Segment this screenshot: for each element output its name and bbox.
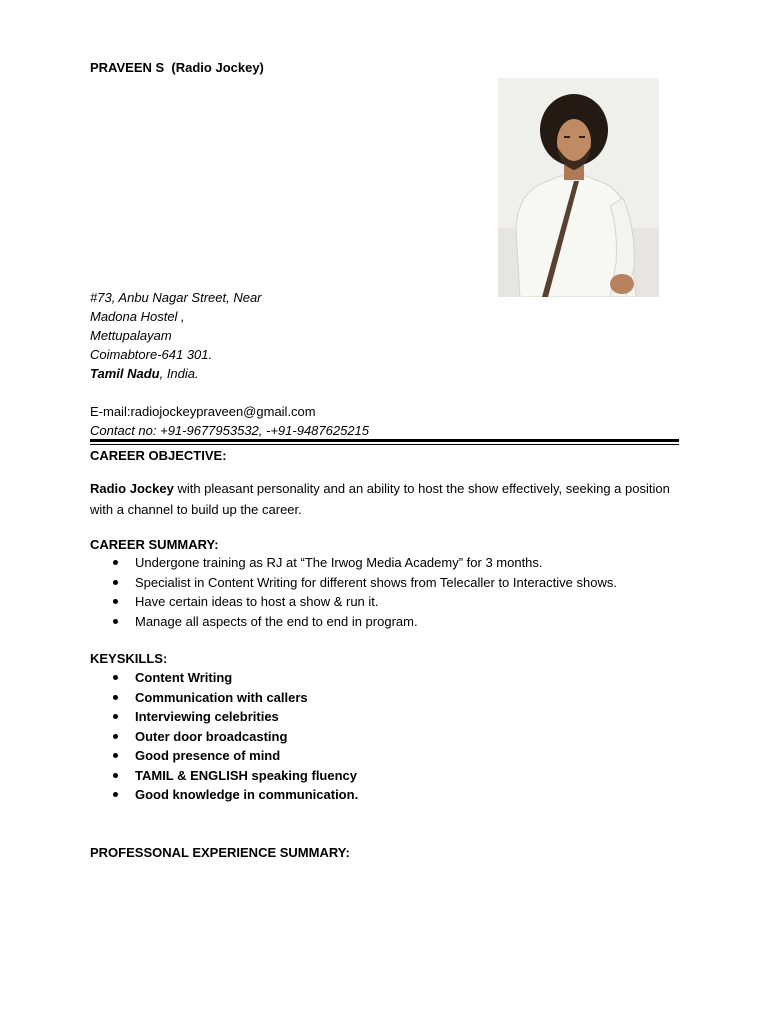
bullet-icon — [113, 619, 118, 624]
bullet-icon — [113, 675, 118, 680]
divider-thick — [90, 439, 679, 442]
address-line-1: #73, Anbu Nagar Street, Near — [90, 290, 262, 305]
resume-header — [90, 59, 264, 77]
address-line-2: Madona Hostel , — [90, 309, 185, 324]
objective-body: with pleasant personality and an ability to host the show effectively, seeking a position with a channel to build up the career. — [90, 481, 670, 517]
bullet-icon — [113, 792, 118, 797]
address-country: , India. — [159, 366, 199, 381]
bullet-icon — [113, 714, 118, 719]
career-objective-text — [90, 478, 680, 520]
address-line-5 — [90, 365, 199, 383]
bullet-icon — [113, 599, 118, 604]
list-item: TAMIL & ENGLISH speaking fluency — [90, 766, 358, 786]
list-item: Specialist in Content Writing for different shows from Telecaller to Interactive shows. — [90, 573, 617, 593]
email-text: E-mail:radiojockeypraveen@gmail.com — [90, 404, 316, 419]
phone-text: Contact no: +91-9677953532, -+91-9487625215 — [90, 423, 370, 438]
address-line-3: Mettupalayam — [90, 328, 172, 343]
list-item: Interviewing celebrities — [90, 707, 358, 727]
list-item: Content Writing — [90, 668, 358, 688]
candidate-role: (Radio Jockey) — [171, 60, 264, 75]
experience-heading: PROFESSONAL EXPERIENCE SUMMARY: — [90, 845, 350, 860]
list-item: Communication with callers — [90, 688, 358, 708]
bullet-icon — [113, 734, 118, 739]
career-objective-heading: CAREER OBJECTIVE: — [90, 448, 227, 463]
keyskills-list — [90, 668, 358, 805]
person-photo-icon — [498, 78, 659, 297]
career-summary-list — [90, 553, 617, 631]
address-line-4: Coimabtore-641 301. — [90, 347, 213, 362]
list-item: Outer door broadcasting — [90, 727, 358, 747]
bullet-icon — [113, 580, 118, 585]
bullet-icon — [113, 753, 118, 758]
list-item: Good knowledge in communication. — [90, 785, 358, 805]
list-item: Have certain ideas to host a show & run it. — [90, 592, 617, 612]
profile-photo — [498, 78, 659, 297]
list-item: Good presence of mind — [90, 746, 358, 766]
address-state: Tamil Nadu — [90, 366, 160, 381]
bullet-icon — [113, 773, 118, 778]
career-summary-heading: CAREER SUMMARY: — [90, 537, 219, 552]
keyskills-heading: KEYSKILLS: — [90, 651, 168, 666]
bullet-icon — [113, 560, 118, 565]
objective-lead: Radio Jockey — [90, 481, 174, 496]
candidate-name: PRAVEEN S — [90, 60, 165, 75]
divider-thin — [90, 444, 679, 445]
bullet-icon — [113, 695, 118, 700]
list-item: Manage all aspects of the end to end in program. — [90, 612, 617, 632]
list-item: Undergone training as RJ at “The Irwog Media Academy” for 3 months. — [90, 553, 617, 573]
